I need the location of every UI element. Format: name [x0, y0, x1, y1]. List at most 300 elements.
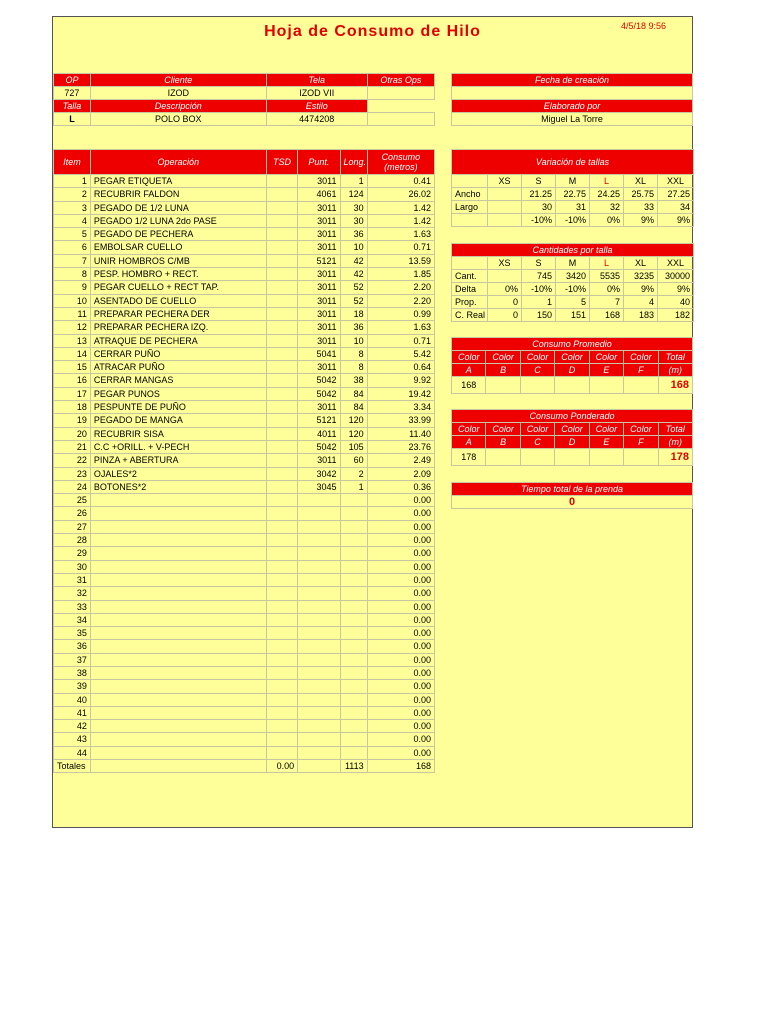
long-cell[interactable]: 52 — [340, 281, 367, 294]
totals-tsd: 0.00 — [266, 760, 297, 773]
item-number: 2 — [54, 188, 91, 201]
tsd-cell[interactable] — [266, 720, 297, 733]
long-cell[interactable] — [340, 587, 367, 600]
long-cell[interactable]: 1 — [340, 175, 367, 188]
long-cell[interactable]: 36 — [340, 228, 367, 241]
operation-name[interactable] — [90, 587, 266, 600]
long-cell[interactable]: 1 — [340, 480, 367, 493]
long-cell[interactable] — [340, 693, 367, 706]
operation-name[interactable] — [90, 693, 266, 706]
color-header: Color — [624, 351, 658, 364]
size-value[interactable]: 7 — [590, 296, 624, 309]
color-subheader: C — [520, 364, 554, 377]
long-cell[interactable]: 38 — [340, 374, 367, 387]
fecha-value[interactable] — [452, 87, 693, 100]
long-cell[interactable]: 8 — [340, 361, 367, 374]
punt-cell[interactable] — [298, 520, 340, 533]
punt-cell[interactable] — [298, 627, 340, 640]
long-cell[interactable]: 60 — [340, 454, 367, 467]
operation-name[interactable] — [90, 534, 266, 547]
table-row — [54, 334, 435, 347]
operation-name[interactable] — [90, 706, 266, 719]
size-value[interactable]: 9% — [624, 283, 658, 296]
item-number: 8 — [54, 268, 91, 281]
operation-name[interactable] — [90, 666, 266, 679]
color-value[interactable] — [520, 377, 554, 394]
size-value[interactable]: 9% — [658, 214, 694, 227]
consumo-cell: 23.76 — [367, 440, 434, 453]
long-cell[interactable] — [340, 560, 367, 573]
punt-cell[interactable] — [298, 640, 340, 653]
size-value[interactable]: 168 — [590, 309, 624, 322]
punt-cell[interactable] — [298, 573, 340, 586]
size-value[interactable]: 25.75 — [624, 188, 658, 201]
tsd-cell[interactable] — [266, 613, 297, 626]
consumo-cell: 0.71 — [367, 334, 434, 347]
tsd-cell[interactable] — [266, 573, 297, 586]
consumo-cell: 33.99 — [367, 414, 434, 427]
size-value[interactable] — [488, 270, 522, 283]
operation-name[interactable]: CERRAR PUÑO — [90, 347, 266, 360]
color-header: Color — [452, 423, 486, 436]
header-info-table — [53, 73, 435, 126]
size-value[interactable]: 27.25 — [658, 188, 694, 201]
tsd-cell[interactable] — [266, 693, 297, 706]
color-value[interactable] — [520, 449, 554, 466]
size-value[interactable] — [488, 188, 522, 201]
punt-cell[interactable]: 3011 — [298, 281, 340, 294]
tsd-cell[interactable] — [266, 547, 297, 560]
size-value[interactable]: 1 — [522, 296, 556, 309]
size-value[interactable]: 21.25 — [522, 188, 556, 201]
operation-name[interactable]: PEGAR CUELLO + RECT TAP. — [90, 281, 266, 294]
color-value[interactable] — [589, 449, 623, 466]
operation-name[interactable] — [90, 627, 266, 640]
size-value[interactable]: 182 — [658, 309, 694, 322]
size-value[interactable]: 34 — [658, 201, 694, 214]
long-cell[interactable]: 84 — [340, 387, 367, 400]
operation-name[interactable] — [90, 520, 266, 533]
punt-cell[interactable] — [298, 666, 340, 679]
operation-name[interactable]: RECUBRIR FALDON — [90, 188, 266, 201]
punt-cell[interactable] — [298, 706, 340, 719]
punt-cell[interactable]: 5042 — [298, 440, 340, 453]
tsd-cell[interactable] — [266, 733, 297, 746]
punt-cell[interactable]: 4061 — [298, 188, 340, 201]
size-value[interactable]: 4 — [624, 296, 658, 309]
punt-cell[interactable]: 3011 — [298, 175, 340, 188]
punt-cell[interactable]: 3011 — [298, 268, 340, 281]
color-value[interactable] — [624, 377, 658, 394]
operation-name[interactable]: BOTONES*2 — [90, 480, 266, 493]
operation-name[interactable]: PINZA + ABERTURA — [90, 454, 266, 467]
punt-cell[interactable]: 3011 — [298, 201, 340, 214]
size-value[interactable]: 183 — [624, 309, 658, 322]
long-cell[interactable] — [340, 494, 367, 507]
punt-cell[interactable]: 3011 — [298, 307, 340, 320]
color-subheader: B — [486, 364, 520, 377]
operation-name[interactable]: EMBOLSAR CUELLO — [90, 241, 266, 254]
tsd-cell[interactable] — [266, 746, 297, 759]
operation-name[interactable]: ATRACAR PUÑO — [90, 361, 266, 374]
tsd-cell[interactable] — [266, 600, 297, 613]
long-cell[interactable] — [340, 653, 367, 666]
tsd-cell[interactable] — [266, 175, 297, 188]
tsd-cell[interactable] — [266, 228, 297, 241]
long-cell[interactable] — [340, 706, 367, 719]
operation-name[interactable]: PEGADO DE PECHERA — [90, 228, 266, 241]
punt-cell[interactable]: 3011 — [298, 214, 340, 227]
cantidades-title: Cantidades por talla — [452, 244, 694, 257]
long-cell[interactable]: 105 — [340, 440, 367, 453]
size-value[interactable]: 0 — [488, 296, 522, 309]
punt-cell[interactable] — [298, 560, 340, 573]
size-value[interactable]: 30 — [522, 201, 556, 214]
long-cell[interactable]: 36 — [340, 321, 367, 334]
size-value[interactable]: -10% — [556, 283, 590, 296]
operations-table — [53, 149, 435, 773]
size-value[interactable] — [488, 214, 522, 227]
tsd-cell[interactable] — [266, 706, 297, 719]
tsd-cell[interactable] — [266, 347, 297, 360]
table-row — [54, 374, 435, 387]
item-number: 13 — [54, 334, 91, 347]
operation-name[interactable]: PESP. HOMBRO + RECT. — [90, 268, 266, 281]
operation-name[interactable] — [90, 733, 266, 746]
color-value[interactable] — [555, 449, 589, 466]
tsd-cell[interactable] — [266, 494, 297, 507]
size-value[interactable]: 5 — [556, 296, 590, 309]
col-operacion: Operación — [90, 150, 266, 175]
elaborado-label: Elaborado por — [452, 100, 693, 113]
table-row — [54, 401, 435, 414]
punt-cell[interactable]: 3011 — [298, 361, 340, 374]
tsd-cell[interactable] — [266, 387, 297, 400]
tsd-cell[interactable] — [266, 560, 297, 573]
long-cell[interactable] — [340, 573, 367, 586]
estilo-value[interactable]: 4474208 — [266, 113, 367, 126]
size-value[interactable]: 151 — [556, 309, 590, 322]
punt-cell[interactable]: 5041 — [298, 347, 340, 360]
operation-name[interactable]: PEGADO DE MANGA — [90, 414, 266, 427]
long-cell[interactable]: 30 — [340, 201, 367, 214]
operation-name[interactable] — [90, 560, 266, 573]
operation-name[interactable]: OJALES*2 — [90, 467, 266, 480]
table-row — [452, 296, 694, 309]
long-cell[interactable] — [340, 680, 367, 693]
tsd-cell[interactable] — [266, 188, 297, 201]
long-cell[interactable] — [340, 547, 367, 560]
tsd-cell[interactable] — [266, 214, 297, 227]
operation-name[interactable]: PREPARAR PECHERA IZQ. — [90, 321, 266, 334]
size-value[interactable]: 22.75 — [556, 188, 590, 201]
long-cell[interactable]: 84 — [340, 401, 367, 414]
consumo-cell: 5.42 — [367, 347, 434, 360]
punt-cell[interactable] — [298, 680, 340, 693]
operation-name[interactable] — [90, 653, 266, 666]
tsd-cell[interactable] — [266, 534, 297, 547]
operation-name[interactable] — [90, 547, 266, 560]
long-cell[interactable]: 10 — [340, 334, 367, 347]
tsd-cell[interactable] — [266, 680, 297, 693]
operation-name[interactable] — [90, 507, 266, 520]
table-row — [54, 520, 435, 533]
punt-cell[interactable] — [298, 720, 340, 733]
punt-cell[interactable] — [298, 534, 340, 547]
size-value[interactable]: 3235 — [624, 270, 658, 283]
item-number: 44 — [54, 746, 91, 759]
tsd-cell[interactable] — [266, 427, 297, 440]
op-value[interactable]: 727 — [54, 87, 91, 100]
item-number: 4 — [54, 214, 91, 227]
table-row — [54, 746, 435, 759]
tsd-cell[interactable] — [266, 281, 297, 294]
size-value[interactable]: 745 — [522, 270, 556, 283]
table-row — [54, 467, 435, 480]
long-cell[interactable]: 30 — [340, 214, 367, 227]
punt-cell[interactable]: 3011 — [298, 401, 340, 414]
size-value[interactable]: -10% — [522, 214, 556, 227]
color-value[interactable] — [624, 449, 658, 466]
long-cell[interactable] — [340, 613, 367, 626]
operation-name[interactable] — [90, 613, 266, 626]
long-cell[interactable]: 42 — [340, 254, 367, 267]
long-cell[interactable]: 18 — [340, 307, 367, 320]
color-subheader: A — [452, 364, 486, 377]
punt-cell[interactable] — [298, 507, 340, 520]
tsd-cell[interactable] — [266, 361, 297, 374]
table-row — [54, 480, 435, 493]
tsd-cell[interactable] — [266, 334, 297, 347]
operation-name[interactable] — [90, 600, 266, 613]
tsd-cell[interactable] — [266, 480, 297, 493]
operation-name[interactable]: PREPARAR PECHERA DER — [90, 307, 266, 320]
color-value[interactable] — [486, 377, 520, 394]
table-row — [54, 640, 435, 653]
size-value[interactable]: 9% — [658, 283, 694, 296]
item-number: 3 — [54, 201, 91, 214]
tiempo-value: 0 — [452, 496, 693, 509]
long-cell[interactable] — [340, 720, 367, 733]
size-value[interactable]: 3420 — [556, 270, 590, 283]
cliente-value[interactable]: IZOD — [90, 87, 266, 100]
color-value[interactable] — [486, 449, 520, 466]
table-row — [54, 534, 435, 547]
long-cell[interactable] — [340, 507, 367, 520]
table-row — [54, 307, 435, 320]
table-row — [54, 414, 435, 427]
punt-cell[interactable]: 3011 — [298, 321, 340, 334]
operation-name[interactable] — [90, 746, 266, 759]
tsd-cell[interactable] — [266, 507, 297, 520]
tsd-cell[interactable] — [266, 666, 297, 679]
otras-ops-value[interactable] — [367, 87, 434, 100]
long-cell[interactable] — [340, 600, 367, 613]
punt-cell[interactable] — [298, 547, 340, 560]
punt-cell[interactable]: 3042 — [298, 467, 340, 480]
size-value[interactable]: 0% — [590, 214, 624, 227]
punt-cell[interactable]: 3011 — [298, 334, 340, 347]
size-value[interactable]: 0 — [488, 309, 522, 322]
estilo-label: Estilo — [266, 100, 367, 113]
table-row — [54, 214, 435, 227]
tsd-cell[interactable] — [266, 440, 297, 453]
color-value[interactable] — [589, 377, 623, 394]
tsd-cell[interactable] — [266, 520, 297, 533]
item-number: 33 — [54, 600, 91, 613]
color-header: Total — [658, 423, 692, 436]
operation-name[interactable]: PESPUNTE DE PUÑO — [90, 401, 266, 414]
long-cell[interactable] — [340, 520, 367, 533]
color-subheader: E — [589, 436, 623, 449]
punt-cell[interactable]: 4011 — [298, 427, 340, 440]
talla-value[interactable]: L — [54, 113, 91, 126]
punt-cell[interactable] — [298, 587, 340, 600]
tsd-cell[interactable] — [266, 294, 297, 307]
size-value[interactable]: 9% — [624, 214, 658, 227]
col-tsd: TSD — [266, 150, 297, 175]
punt-cell[interactable] — [298, 494, 340, 507]
tsd-cell[interactable] — [266, 454, 297, 467]
operation-name[interactable]: CERRAR MANGAS — [90, 374, 266, 387]
table-row — [54, 560, 435, 573]
size-corner — [452, 257, 488, 270]
operations-body — [54, 175, 435, 760]
elaborado-value[interactable]: Miguel La Torre — [452, 113, 693, 126]
long-cell[interactable] — [340, 640, 367, 653]
size-value[interactable]: 33 — [624, 201, 658, 214]
size-value[interactable] — [488, 201, 522, 214]
size-value[interactable]: 24.25 — [590, 188, 624, 201]
tsd-cell[interactable] — [266, 321, 297, 334]
punt-cell[interactable] — [298, 693, 340, 706]
col-long: Long. — [340, 150, 367, 175]
long-cell[interactable]: 2 — [340, 467, 367, 480]
operation-name[interactable]: C.C +ORILL. + V-PECH — [90, 440, 266, 453]
punt-cell[interactable]: 3045 — [298, 480, 340, 493]
consumo-cell: 0.00 — [367, 587, 434, 600]
size-value[interactable]: 30000 — [658, 270, 694, 283]
punt-cell[interactable] — [298, 600, 340, 613]
size-header-m: M — [556, 175, 590, 188]
size-value[interactable]: 40 — [658, 296, 694, 309]
punt-cell[interactable]: 5042 — [298, 387, 340, 400]
consumo-cell: 19.42 — [367, 387, 434, 400]
punt-cell[interactable]: 5121 — [298, 254, 340, 267]
punt-cell[interactable]: 3011 — [298, 241, 340, 254]
item-number: 35 — [54, 627, 91, 640]
color-header: Color — [624, 423, 658, 436]
operation-name[interactable]: PEGADO 1/2 LUNA 2do PASE — [90, 214, 266, 227]
punt-cell[interactable]: 3011 — [298, 294, 340, 307]
operation-name[interactable]: PEGAR PUNOS — [90, 387, 266, 400]
tsd-cell[interactable] — [266, 201, 297, 214]
size-value[interactable]: 5535 — [590, 270, 624, 283]
fecha-label: Fecha de creación — [452, 74, 693, 87]
long-cell[interactable]: 42 — [340, 268, 367, 281]
punt-cell[interactable]: 3011 — [298, 228, 340, 241]
consumo-cell: 0.00 — [367, 600, 434, 613]
operation-name[interactable] — [90, 720, 266, 733]
size-value[interactable]: 0% — [488, 283, 522, 296]
size-value[interactable]: 32 — [590, 201, 624, 214]
punt-cell[interactable]: 5042 — [298, 374, 340, 387]
tsd-cell[interactable] — [266, 374, 297, 387]
long-cell[interactable]: 8 — [340, 347, 367, 360]
operation-name[interactable] — [90, 640, 266, 653]
totals-long: 1113 — [340, 760, 367, 773]
item-number: 22 — [54, 454, 91, 467]
tsd-cell[interactable] — [266, 414, 297, 427]
long-cell[interactable] — [340, 733, 367, 746]
tsd-cell[interactable] — [266, 587, 297, 600]
descripcion-value[interactable]: POLO BOX — [90, 113, 266, 126]
size-value[interactable]: 0% — [590, 283, 624, 296]
punt-cell[interactable] — [298, 746, 340, 759]
operation-name[interactable]: UNIR HOMBROS C/MB — [90, 254, 266, 267]
color-value[interactable]: 168 — [452, 377, 486, 394]
size-value[interactable]: -10% — [556, 214, 590, 227]
size-header-s: S — [522, 175, 556, 188]
tsd-cell[interactable] — [266, 627, 297, 640]
tsd-cell[interactable] — [266, 254, 297, 267]
tsd-cell[interactable] — [266, 307, 297, 320]
operation-name[interactable] — [90, 494, 266, 507]
size-value[interactable]: 150 — [522, 309, 556, 322]
punt-cell[interactable]: 3011 — [298, 454, 340, 467]
operation-name[interactable]: PEGAR ETIQUETA — [90, 175, 266, 188]
consumo-cell: 2.49 — [367, 454, 434, 467]
long-cell[interactable] — [340, 666, 367, 679]
row-label: Ancho — [452, 188, 488, 201]
operation-name[interactable] — [90, 573, 266, 586]
operation-name[interactable]: ATRAQUE DE PECHERA — [90, 334, 266, 347]
size-value[interactable]: -10% — [522, 283, 556, 296]
tsd-cell[interactable] — [266, 268, 297, 281]
long-cell[interactable]: 10 — [340, 241, 367, 254]
tsd-cell[interactable] — [266, 640, 297, 653]
punt-cell[interactable] — [298, 613, 340, 626]
tsd-cell[interactable] — [266, 653, 297, 666]
table-row — [54, 600, 435, 613]
color-value[interactable]: 178 — [452, 449, 486, 466]
long-cell[interactable]: 120 — [340, 427, 367, 440]
long-cell[interactable]: 120 — [340, 414, 367, 427]
operation-name[interactable]: PEGADO DE 1/2 LUNA — [90, 201, 266, 214]
tsd-cell[interactable] — [266, 241, 297, 254]
long-cell[interactable] — [340, 746, 367, 759]
table-row — [54, 294, 435, 307]
long-cell[interactable] — [340, 534, 367, 547]
op-label: OP — [54, 74, 91, 87]
operation-name[interactable] — [90, 680, 266, 693]
operation-name[interactable]: ASENTADO DE CUELLO — [90, 294, 266, 307]
item-number: 42 — [54, 720, 91, 733]
long-cell[interactable]: 52 — [340, 294, 367, 307]
punt-cell[interactable] — [298, 733, 340, 746]
operation-name[interactable]: RECUBRIR SISA — [90, 427, 266, 440]
long-cell[interactable] — [340, 627, 367, 640]
size-value[interactable]: 31 — [556, 201, 590, 214]
tsd-cell[interactable] — [266, 467, 297, 480]
punt-cell[interactable] — [298, 653, 340, 666]
tela-value[interactable]: IZOD VII — [266, 87, 367, 100]
punt-cell[interactable]: 5121 — [298, 414, 340, 427]
tsd-cell[interactable] — [266, 401, 297, 414]
color-value[interactable] — [555, 377, 589, 394]
consumo-cell: 1.63 — [367, 321, 434, 334]
long-cell[interactable]: 124 — [340, 188, 367, 201]
